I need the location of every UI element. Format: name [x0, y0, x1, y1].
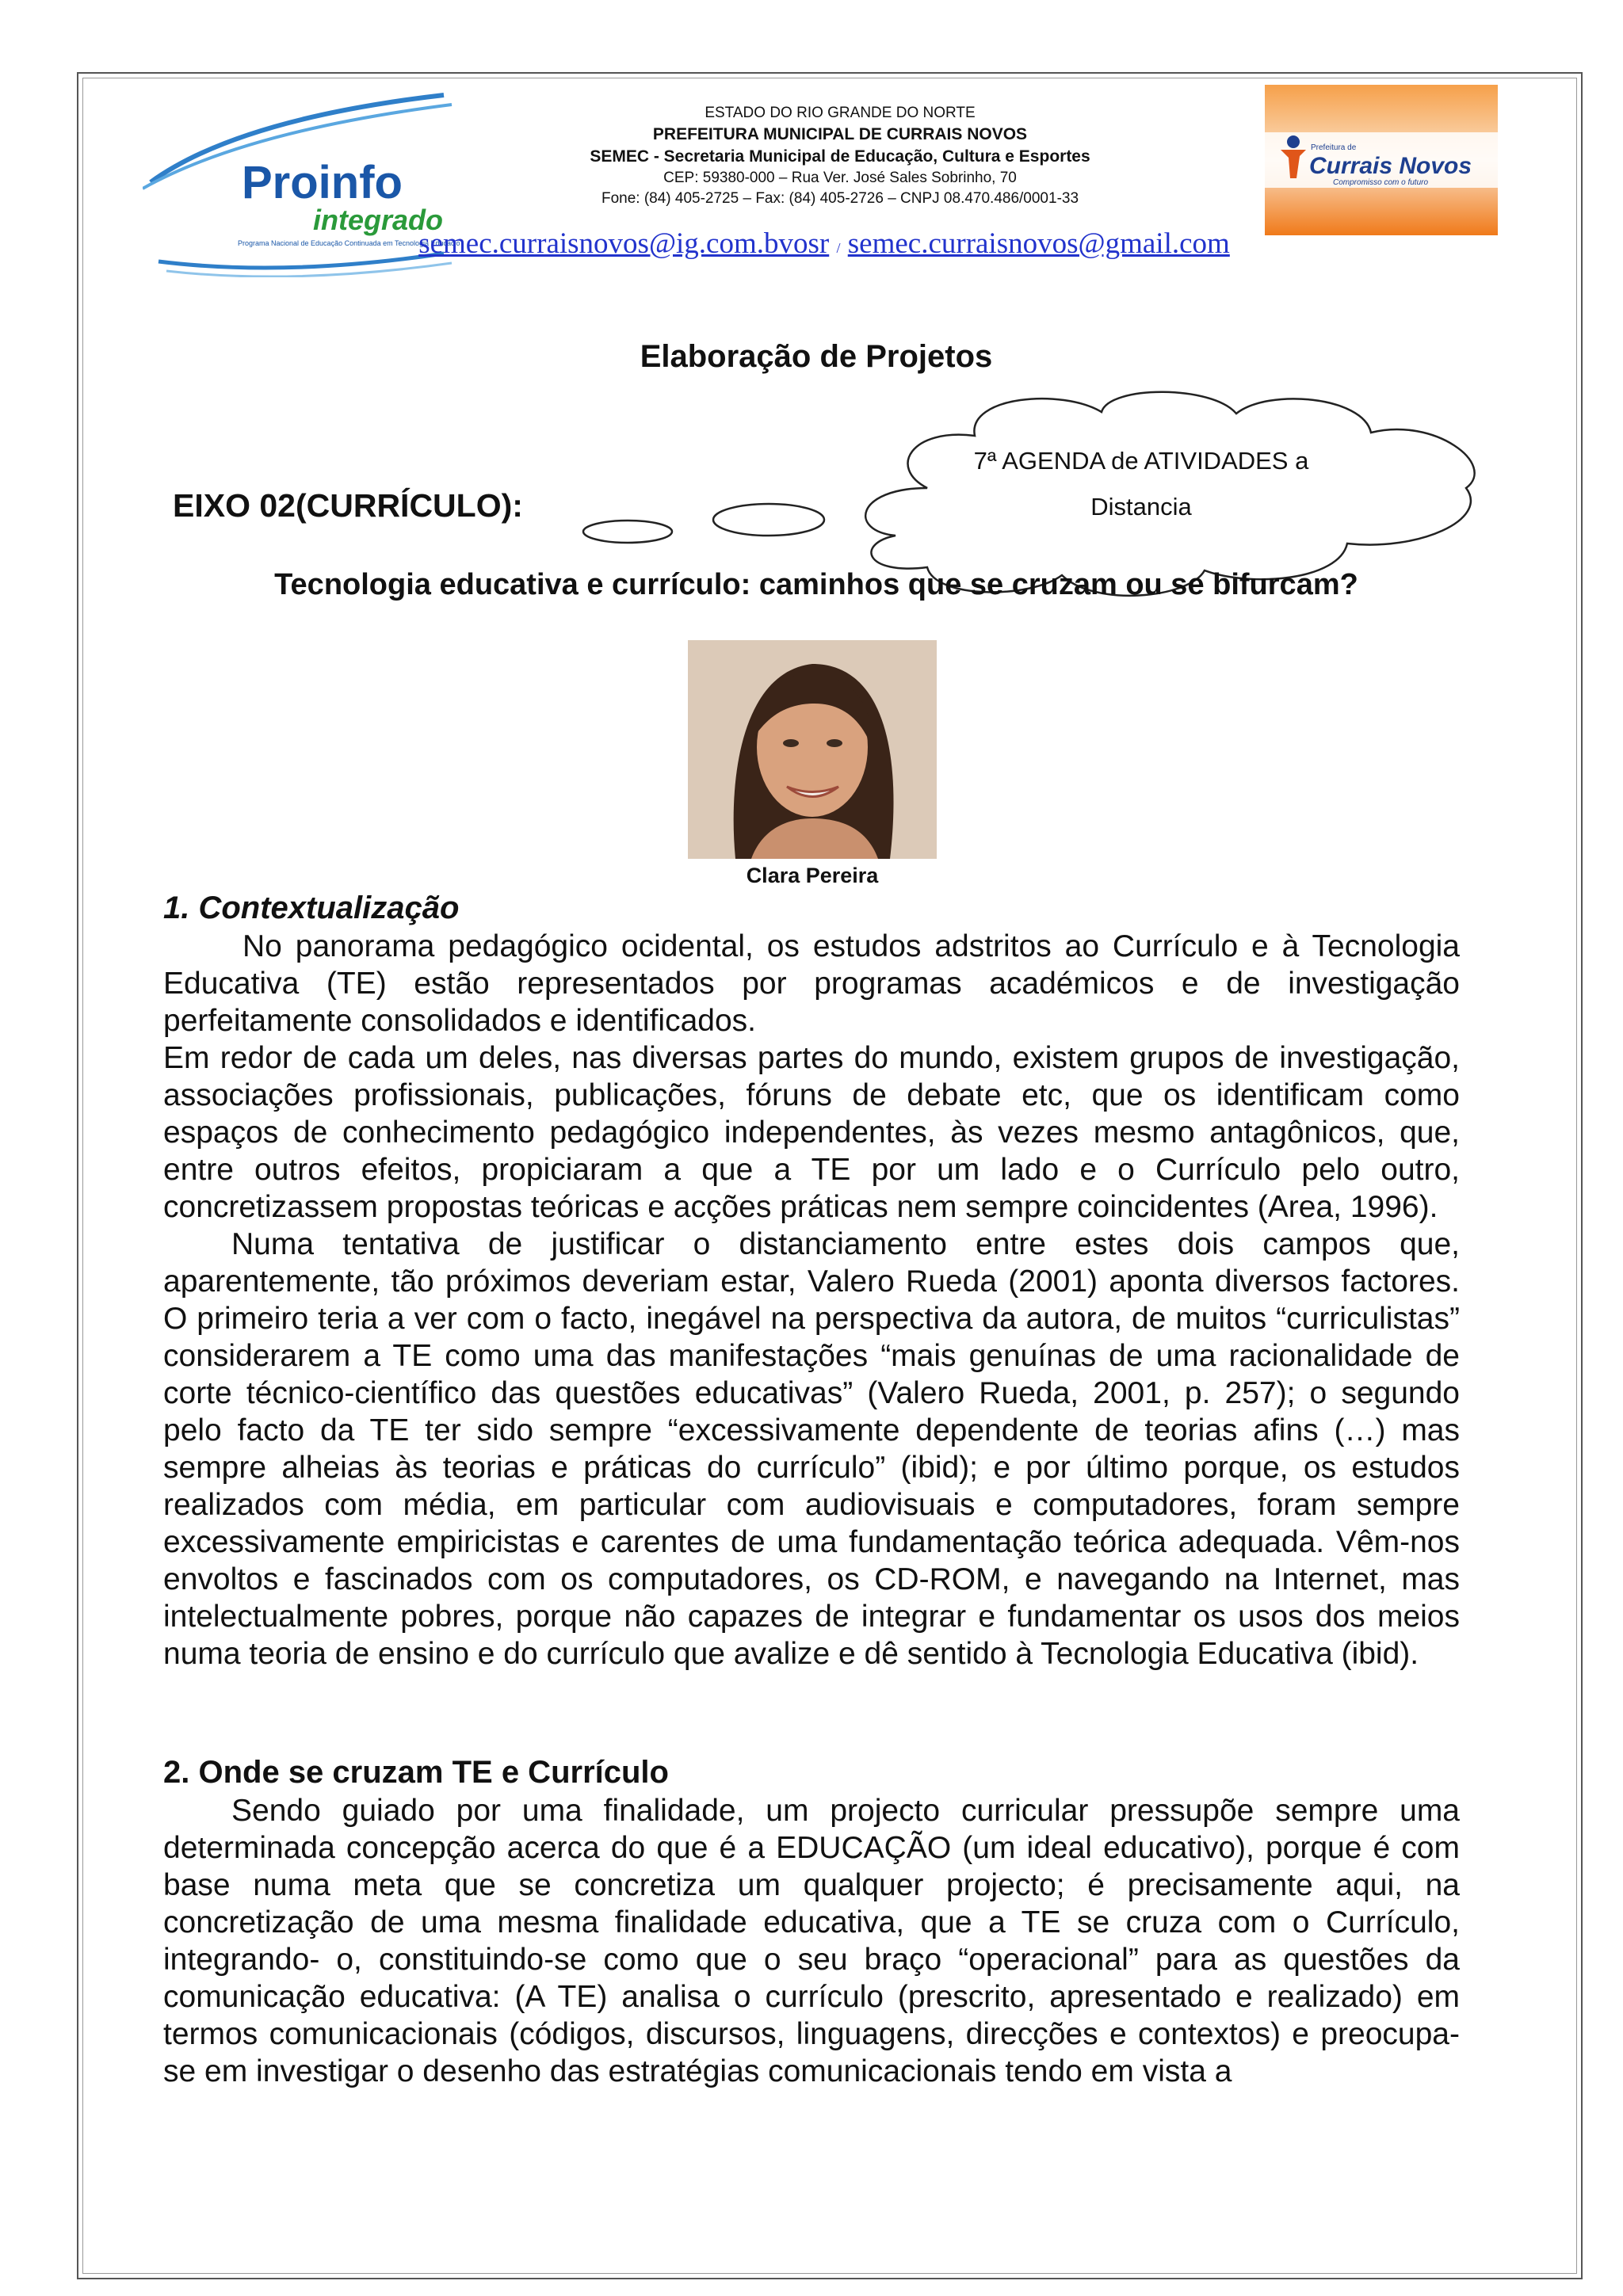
svg-text:Programa Nacional de Educação: Programa Nacional de Educação Continuada em Tecnologia Educacional — [238, 239, 460, 247]
article-subtitle: Tecnologia educativa e currículo: caminhos que se cruzam ou se bifurcam? — [274, 568, 1358, 601]
email-link-gmail[interactable]: semec.curraisnovos@gmail.com — [847, 227, 1230, 260]
section-1-paragraph-1: No panorama pedagógico ocidental, os estudos adstritos ao Currículo e à Tecnologia Educativa (TE) estão representados por programas académicos e de investigação perfeitamente consolidados e identificados. — [163, 929, 1460, 1038]
section-1-paragraph-2: Em redor de cada um deles, nas diversas partes do mundo, existem grupos de investigação, associações profissionais, publicações, fóruns de debate etc, que os identificam como espaços de conhecimento pedagógico independentes, às vezes mesmo antagônicos, que, entre outros efeitos, propiciaram a que a TE por um lado e o Currículo pelo outro, concretizassem propostas teóricas e acções práticas nem sempre coincidentes (Area, 1996). — [163, 1041, 1460, 1224]
photo-caption: Clara Pereira — [746, 864, 879, 887]
currais-novos-logo — [1265, 85, 1498, 235]
cloud-callout-text — [927, 438, 1355, 530]
svg-text:Proinfo: Proinfo — [242, 157, 403, 208]
letterhead — [444, 103, 1236, 209]
svg-text:integrado: integrado — [313, 204, 444, 236]
state-line: ESTADO DO RIO GRANDE DO NORTE — [705, 105, 976, 121]
phone-line: Fone: (84) 405-2725 – Fax: (84) 405-2726 – CNPJ 08.470.486/0001-33 — [601, 190, 1079, 207]
address-line: CEP: 59380-000 – Rua Ver. José Sales Sobrinho, 70 — [663, 170, 1017, 186]
semec-line: SEMEC - Secretaria Municipal de Educação, Cultura e Esportes — [590, 147, 1090, 166]
svg-text:Currais Novos: Currais Novos — [1309, 153, 1472, 179]
author-photo — [688, 640, 937, 859]
svg-text:Prefeitura de: Prefeitura de — [1311, 143, 1357, 152]
cloud-line-1: 7ª AGENDA de ATIVIDADES a — [973, 447, 1309, 475]
section-2-heading: 2. Onde se cruzam TE e Currículo — [163, 1755, 669, 1790]
svg-text:Compromisso com o futuro: Compromisso com o futuro — [1333, 178, 1429, 187]
axis-heading: EIXO 02(CURRÍCULO): — [173, 487, 523, 524]
document-title: Elaboração de Projetos — [640, 339, 993, 374]
prefeitura-line: PREFEITURA MUNICIPAL DE CURRAIS NOVOS — [652, 125, 1028, 143]
cloud-line-2: Distancia — [1090, 493, 1192, 521]
section-1-paragraph-3: Numa tentativa de justificar o distanciamento entre estes dois campos que, aparentemente, tão próximos deveriam estar, Valero Rueda (2001) aponta diversos factores. O primeiro teria a ver com o facto, inegável na perspectiva da autora, de muitos “curriculistas” considerarem a TE como uma das manifestações “mais genuínas de uma racionalidade de corte técnico-científico das questões educativas” (Valero Rueda, 2001, p. 257); o segundo pelo facto da TE ter sido sempre “excessivamente dependente de teorias afins (…) mas sempre alheias às teorias e práticas do currículo” (ibid); e por último porque, os estudos realizados com média, em particular com audiovisuais e computadores, foram sempre excessivamente empiricistas e carentes de uma fundamentação teórica adequada. Vêm-nos envoltos e fascinados com os computadores, os CD-ROM, e navegando na Internet, mas intelectualmente pobres, porque não capazes de integrar e fundamentar os usos dos meios numa teoria de ensino e do currículo que avalize e dê sentido à Tecnologia Educativa (ibid). — [163, 1227, 1460, 1671]
email-separator: / — [836, 240, 841, 256]
contact-emails — [349, 227, 1300, 261]
section-2-paragraph-1: Sendo guiado por uma finalidade, um projecto curricular pressupõe sempre uma determinada concepção acerca do que é a EDUCAÇÃO (um ideal educativo), porque é com base numa meta que se concretiza um qualquer projecto; é precisamente aqui, na concretização de uma mesma finalidade educativa, que a TE se cruza com o Currículo, integrando- o, constituindo-se como que o seu braço “operacional” para as questões da comunicação educativa: (A TE) analisa o currículo (prescrito, apresentado e realizado) em termos comunicacionais (códigos, discursos, linguagens, direcções e contextos) e preocupa-se em investigar o desenho das estratégias comunicacionais tendo em vista a — [163, 1794, 1460, 2088]
section-1-heading: 1. Contextualização — [163, 891, 460, 925]
email-link-ig[interactable]: semec.curraisnovos@ig.com.bvosr — [418, 227, 830, 260]
